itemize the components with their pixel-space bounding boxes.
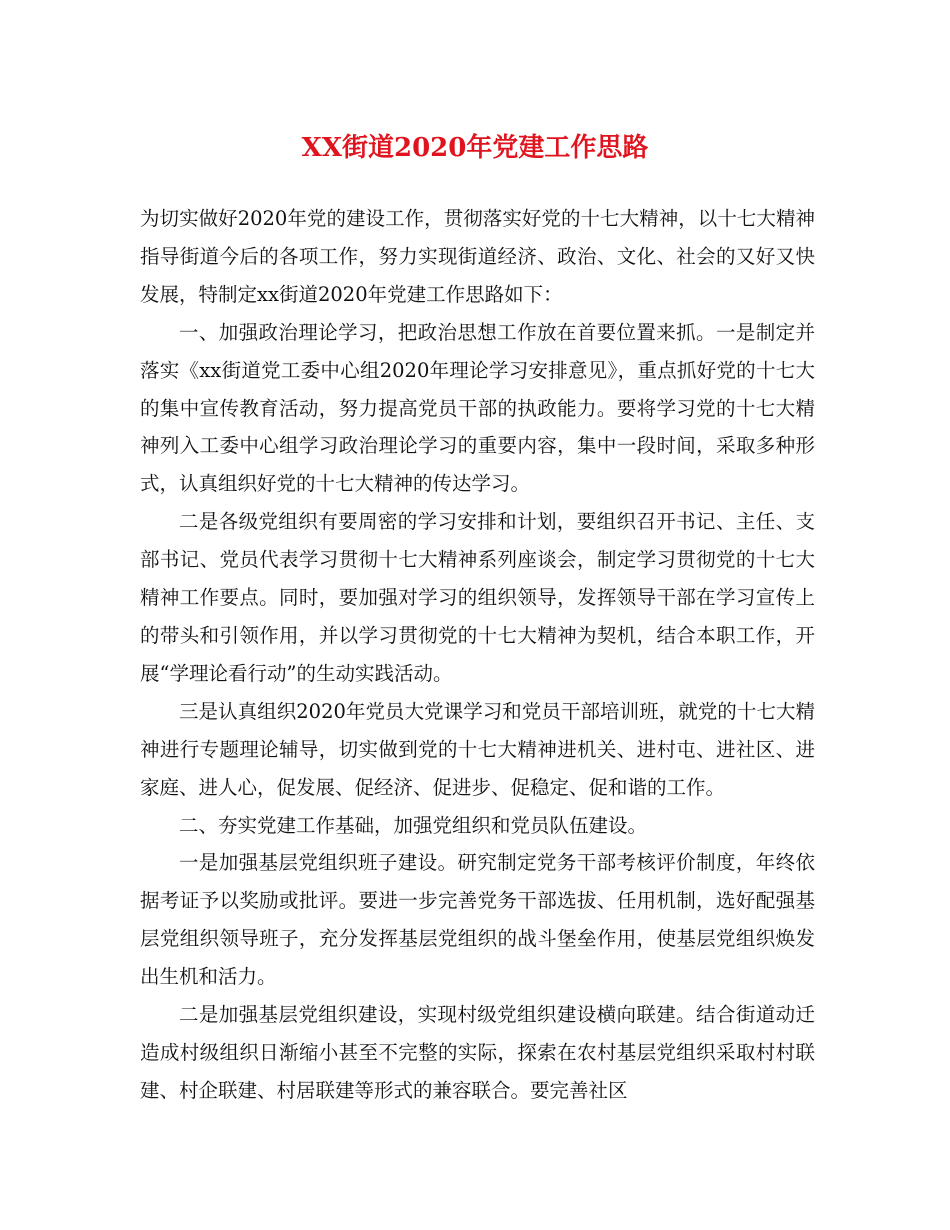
paragraph-section-1-item-2: 二是各级党组织有要周密的学习安排和计划，要组织召开书记、主任、支部书记、党员代表学习贯彻十七大精神系列座谈会，制定学习贯彻党的十七大精神工作要点。同时，要加强对学习的组织领导，发挥领导干部在学习宣传上的带头和引领作用，并以学习贯彻党的十七大精神为契机，结合本职工作，开展“学理论看行动”的生动实践活动。 — [140, 510, 815, 685]
paragraph-section-2-item-1: 一是加强基层党组织班子建设。研究制定党务干部考核评价制度，年终依据考证予以奖励或批评。要进一步完善党务干部选拔、任用机制，选好配强基层党组织领导班子，充分发挥基层党组织的战斗堡垒作用，使基层党组织焕发出生机和活力。 — [140, 851, 815, 989]
paragraph-section-1: 一、加强政治理论学习，把政治思想工作放在首要位置来抓。一是制定并落实《xx街道党工委中心组2020年理论学习安排意见》，重点抓好党的十七大的集中宣传教育活动，努力提高党员干部的执政能力。要将学习党的十七大精神列入工委中心组学习政治理论学习的重要内容，集中一段时间，采取多种形式，认真组织好党的十七大精神的传达学习。 — [140, 320, 815, 496]
document-title: XX街道2020年党建工作思路 — [301, 133, 649, 163]
paragraph-section-2-heading: 二、夯实党建工作基础，加强党组织和党员队伍建设。 — [179, 813, 648, 837]
paragraph-section-2-item-2: 二是加强基层党组织建设，实现村级党组织建设横向联建。结合街道动迁造成村级组织日渐缩小甚至不完整的实际，探索在农村基层党组织采取村村联建、村企联建、村居联建等形式的兼容联合。要完善社区 — [140, 1003, 815, 1102]
document-body — [140, 200, 815, 1110]
paragraph-section-1-item-3: 三是认真组织2020年党员大党课学习和党员干部培训班，就党的十七大精神进行专题理论辅导，切实做到党的十七大精神进机关、进村屯、进社区、进家庭、进人心，促发展、促经济、促进步、促稳定、促和谐的工作。 — [140, 699, 815, 799]
paragraph-intro: 为切实做好2020年党的建设工作，贯彻落实好党的十七大精神，以十七大精神指导街道今后的各项工作，努力实现街道经济、政治、文化、社会的又好又快发展，特制定xx街道2020年党建工作思路如下： — [140, 207, 815, 306]
